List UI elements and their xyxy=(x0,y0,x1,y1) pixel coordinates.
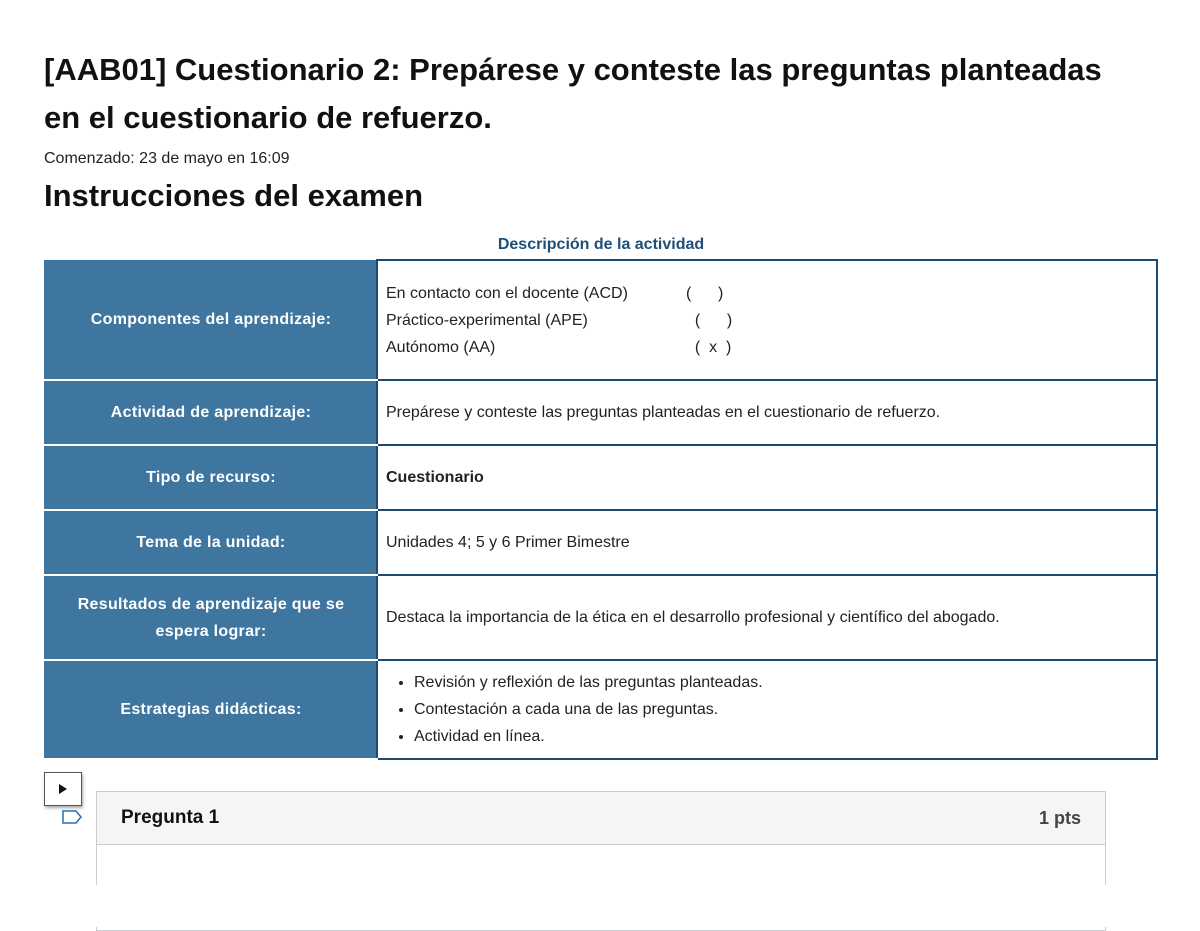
table-row-results xyxy=(45,575,1157,660)
table-row-resource xyxy=(45,445,1157,510)
question-nav-toggle-button[interactable] xyxy=(44,772,82,806)
question-points: 1 pts xyxy=(1038,807,1081,828)
component-name: En contacto con el docente (ACD) xyxy=(386,284,628,302)
component-mark: ( ) xyxy=(686,311,733,329)
instructions-heading: Instrucciones del examen xyxy=(44,178,424,213)
started-timestamp xyxy=(44,150,290,168)
components-label: Componentes del aprendizaje: xyxy=(45,260,377,380)
theme-value: Unidades 4; 5 y 6 Primer Bimestre xyxy=(377,510,1157,575)
play-triangle-icon xyxy=(58,784,68,794)
activity-description-table xyxy=(44,259,1158,760)
strategies-list xyxy=(386,669,1148,750)
resource-label: Tipo de recurso: xyxy=(45,445,377,510)
table-row-strategies xyxy=(45,660,1157,759)
component-item xyxy=(386,334,1148,361)
results-label: Resultados de aprendizaje que se espera lograr: xyxy=(45,575,377,660)
started-value: 23 de mayo en 16:09 xyxy=(139,150,290,167)
component-mark: ( ) xyxy=(686,284,724,302)
activity-description-caption: Descripción de la actividad xyxy=(497,236,705,253)
component-item xyxy=(386,280,1148,307)
component-mark: ( x ) xyxy=(686,338,732,356)
quiz-title: [AAB01] Cuestionario 2: Prepárese y conteste las preguntas planteadas en el cuestionario de refuerzo. xyxy=(44,52,1102,135)
page-bottom-area xyxy=(0,885,1200,927)
activity-value: Prepárese y conteste las preguntas planteadas en el cuestionario de refuerzo. xyxy=(377,380,1157,445)
question-title: Pregunta 1 xyxy=(121,807,220,828)
started-label: Comenzado: xyxy=(44,150,135,167)
strategies-value xyxy=(377,660,1157,759)
list-item: • Contestación a cada una de las preguntas. xyxy=(414,696,1148,723)
table-row-components xyxy=(45,260,1157,380)
activity-label: Actividad de aprendizaje: xyxy=(45,380,377,445)
results-value: Destaca la importancia de la ética en el desarrollo profesional y científico del abogado. xyxy=(377,575,1157,660)
strategies-label: Estrategias didácticas: xyxy=(45,660,377,759)
resource-value: Cuestionario xyxy=(377,445,1157,510)
list-item: • Actividad en línea. xyxy=(414,723,1148,750)
bookmark-flag-icon[interactable] xyxy=(62,810,82,824)
components-value xyxy=(377,260,1157,380)
theme-label: Tema de la unidad: xyxy=(45,510,377,575)
table-row-theme xyxy=(45,510,1157,575)
component-name: Práctico-experimental (APE) xyxy=(386,311,588,329)
list-item: • Revisión y reflexión de las preguntas planteadas. xyxy=(414,669,1148,696)
component-name: Autónomo (AA) xyxy=(386,338,496,356)
table-row-activity xyxy=(45,380,1157,445)
component-item xyxy=(386,307,1148,334)
question-header xyxy=(97,792,1105,845)
